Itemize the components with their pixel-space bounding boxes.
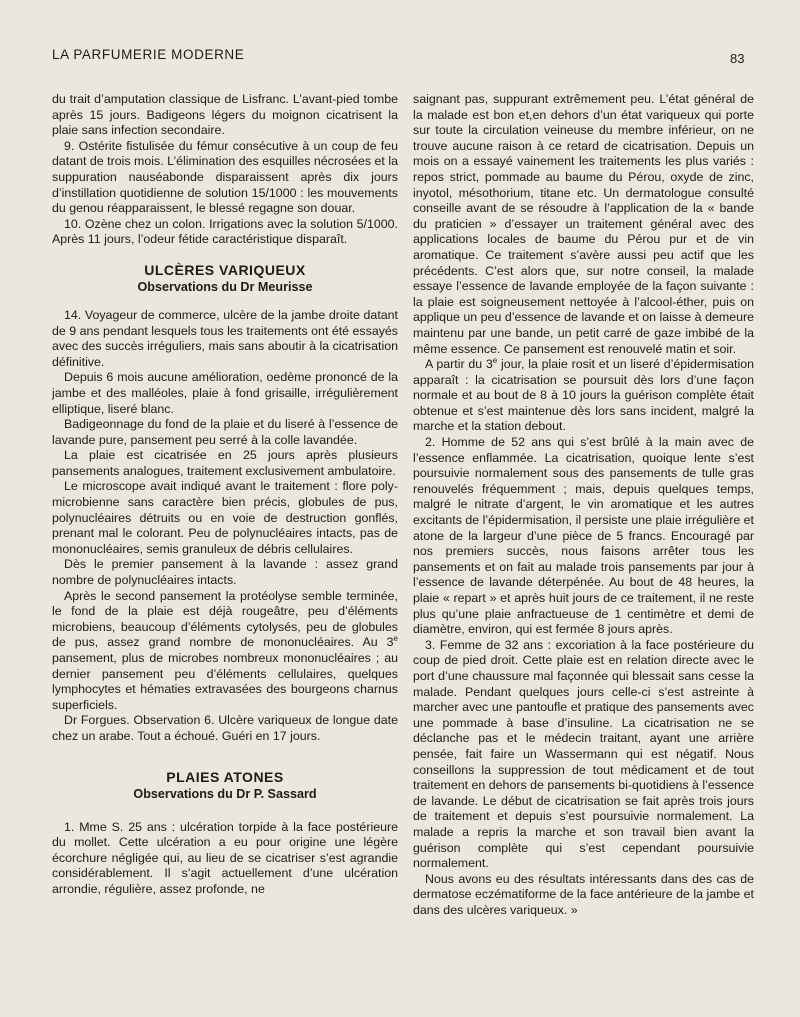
paragraph: saignant pas, suppurant extrêmement peu. L’état général de la malade est bon et,en dehors d’un état variqueux qui porte sur toute la circulation veineuse du membre inférieur, on ne trouve aucune raison à ce retard de cicatrisation. Depuis un mois on a essayé vainement les traitements les plus variés : repos strict, pommade au baume du Pérou, oxyde de zinc, inyotol, mésothorium, titane etc. Un dermatologue consulté conseille avant de se résoudre à l’application de la « bande du praticien » d’essayer un traitement général avec des applications locales de baume du Pérou pur et de vin aromatique. Ce traitement s’avère aussi peu actif que les précédents. C’est alors que, sur notre conseil, la malade essaye l’essence de lavande employée de la façon suivante : la plaie est soigneusement nettoyée à l’alcool-éther, puis on applique un peu d’essence de lavande et on laisse à demeure maintenu par une bande, un petit carré de gaze imbibé de la même essence. Ce pansement est renouvelé matin et soir.: [413, 92, 754, 356]
right-column: [413, 92, 754, 918]
paragraph: Dr Forgues. Observation 6. Ulcère variqueux de longue date chez un arabe. Tout a échoué. Guéri en 17 jours.: [52, 713, 398, 743]
paragraph: Le microscope avait indiqué avant le traitement : flore poly-microbienne sans caractère bien précis, globules de pus, polynucléaires détruits ou en voie de destruction gonflés, prenant mal le colorant. Peu de polynucléaires intacts, pas de mononucléaires, semis granuleux de débris cellulaires.: [52, 479, 398, 556]
text-run: pansement, plus de microbes nombreux mononucléaires ; au dernier pansement peu d’éléments cellulaires, quelques lymphocytes et hématies extravasées des bourgeons charnus superficiels.: [52, 651, 398, 712]
section-subtitle: Observations du Dr Meurisse: [137, 279, 313, 294]
page-number: 83: [730, 51, 745, 66]
paragraph: 1. Mme S. 25 ans : ulcération torpide à la face postérieure du mollet. Cette ulcération a eu pour origine une légère écorchure négligée qui, au lieu de se cicatriser s’est agrandie considérablement. Il s’agit actuellement d’une ulcération arrondie, régulière, assez profonde, ne: [52, 819, 398, 896]
paragraph: La plaie est cicatrisée en 25 jours après plusieurs pansements analogues, traitement exclusivement ambulatoire.: [52, 448, 398, 478]
paragraph: Depuis 6 mois aucune amélioration, oedème prononcé de la jambe et des malléoles, plaie à fond grisaille, irrégulièrement elliptique, liseré blanc.: [52, 370, 398, 416]
section-plaies-atones: [52, 769, 398, 898]
section-subtitle: Observations du Dr P. Sassard: [133, 786, 317, 801]
paragraph: [52, 589, 398, 714]
paragraph: 2. Homme de 52 ans qui s’est brûlé à la main avec de l’essence enflammée. La cicatrisation, quoique lente s’est poursuivie normalement sous des pansements de tulle gras renouvelés fréquemment ; mais, depuis quelques temps, malgré le nitrate d’argent, le vin aromatique et les autres excitants de l’épidermisation, il persiste une plaie irrégulière et atone de la largeur d’une pièce de 5 francs. Encouragé par nos premiers succès, nous faisons arrêter tous les pansements et on fait au malade trois pansements par jour à l’essence de lavande déterpénée. Au bout de 48 heures, la plaie « repart » et après huit jours de ce traitement, il ne reste plus qu’une plaie anfractueuse de 1 centimètre et demi de diamètre, environ, qui est fermée 8 jours après.: [413, 435, 754, 637]
text-run: A partir du 3: [425, 357, 493, 372]
section-title: PLAIES ATONES: [166, 768, 284, 785]
section-title: ULCÈRES VARIQUEUX: [144, 261, 306, 278]
paragraph: 10. Ozène chez un colon. Irrigations avec la solution 5/1000. Après 11 jours, l’odeur fétide caractéristique disparaît.: [52, 216, 398, 247]
journal-title: LA PARFUMERIE MODERNE: [52, 47, 245, 62]
paragraph: 9. Ostérite fistulisée du fémur consécutive à un coup de feu datant de trois mois. L’élimination des esquilles nécrosées et la suppuration nauséabonde disparaissent après dix jours d’instillation quotidienne de solution 15/1000 : les mouvements du genou réapparaissent, le blessé regagne son douar.: [52, 138, 398, 216]
paragraph: [413, 357, 754, 435]
paragraph: Nous avons eu des résultats intéressants dans des cas de dermatose eczématiforme de la face antérieure de la jambe et dans des ulcères variqueux. »: [413, 871, 754, 917]
paragraph: Badigeonnage du fond de la plaie et du liseré à l’essence de lavande pure, pansement peu serré à la colle lavandée.: [52, 417, 398, 447]
paragraph: du trait d’amputation classique de Lisfranc. L’avant-pied tombe après 15 jours. Badigeons légers du moignon cicatrisent la plaie sans infection secondaire.: [52, 92, 398, 138]
text-run: jour, la plaie rosit et un liseré d’épidermisation apparaît : la cicatrisation se poursuit dès lors d’une façon normale et au bout de 8 à 10 jours la guérison complète était obtenue et s’est maintenue dès lors sans incident, malgré la marche et la station debout.: [413, 357, 754, 434]
paragraph: Dès le premier pansement à la lavande : assez grand nombre de polynucléaires intacts.: [52, 557, 398, 588]
superscript: e: [492, 355, 498, 365]
section-ulceres-variqueux: [52, 262, 398, 745]
left-column: [52, 92, 398, 898]
superscript: e: [393, 634, 398, 644]
text-run: Après le second pansement la protéolyse semble terminée, le fond de la plaie est déjà rougeâtre, peu d’éléments microbiens, beaucoup d’éléments cytolysés, peu de globules de pus, assez grand nombre de mononucléaires. Au 3: [52, 588, 398, 650]
paragraph: 3. Femme de 32 ans : excoriation à la face postérieure du coup de pied droit. Cette plaie est en relation directe avec le port d’une chaussure mal façonnée qui blessait sans cesse la malade. Pendant quelques jours celle-ci s’est astreinte à marcher avec une pantoufle et pratique des pansements avec une pommade à base d’insuline. La cicatrisation ne se déclanche pas et le médecin traitant, ayant une arrière pensée, fait faire un Wassermann qui est négatif. Nous conseillons la suppression de tout médicament et de tout traitement en dehors de pansements bi-quotidiens à l’essence de lavande. Le début de cicatrisation se fait après trois jours de traitement et depuis s’est poursuivie normalement. La malade a repris la marche et son travail bien avant la guérison complète qui s’est cependant poursuivie normalement.: [413, 637, 754, 871]
paragraph: 14. Voyageur de commerce, ulcère de la jambe droite datant de 9 ans pendant lesquels tous les traitements ont été essayés avec des succès irréguliers, mais sans aboutir à la cicatrisation définitive.: [52, 307, 398, 369]
